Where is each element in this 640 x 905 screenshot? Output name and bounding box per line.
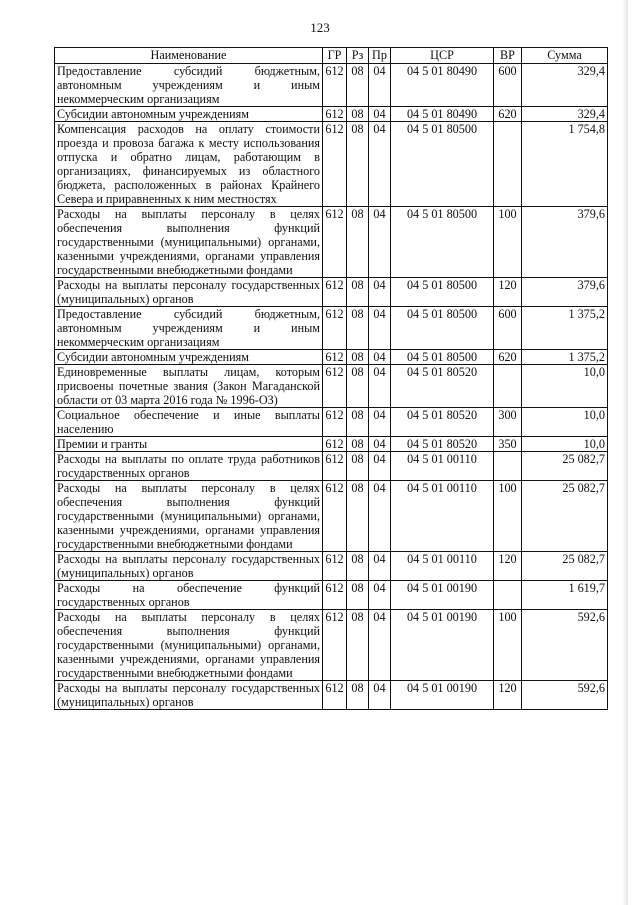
cell-rz: 08 [347, 681, 369, 710]
cell-pr: 04 [369, 452, 391, 481]
cell-vr [494, 452, 522, 481]
cell-csr: 04 5 01 80500 [391, 350, 494, 365]
cell-name: Расходы на обеспечение функций государственных органов [55, 581, 323, 610]
cell-gr: 612 [323, 610, 347, 681]
cell-csr: 04 5 01 80500 [391, 307, 494, 350]
cell-sum: 10,0 [522, 408, 608, 437]
cell-name: Расходы на выплаты персоналу государственных (муниципальных) органов [55, 278, 323, 307]
table-row [55, 122, 608, 207]
cell-pr: 04 [369, 581, 391, 610]
cell-rz: 08 [347, 437, 369, 452]
cell-rz: 08 [347, 350, 369, 365]
cell-csr: 04 5 01 80490 [391, 64, 494, 107]
cell-sum: 1 619,7 [522, 581, 608, 610]
page-number: 123 [310, 20, 330, 35]
cell-rz: 08 [347, 365, 369, 408]
header-rz: Рз [347, 48, 369, 64]
cell-gr: 612 [323, 365, 347, 408]
cell-rz: 08 [347, 481, 369, 552]
cell-rz: 08 [347, 278, 369, 307]
header-gr: ГР [323, 48, 347, 64]
cell-gr: 612 [323, 307, 347, 350]
table-row [55, 408, 608, 437]
table-row [55, 64, 608, 107]
cell-gr: 612 [323, 207, 347, 278]
cell-csr: 04 5 01 80520 [391, 437, 494, 452]
cell-rz: 08 [347, 207, 369, 278]
cell-pr: 04 [369, 107, 391, 122]
cell-sum: 1 375,2 [522, 350, 608, 365]
cell-pr: 04 [369, 681, 391, 710]
cell-gr: 612 [323, 408, 347, 437]
cell-vr: 620 [494, 350, 522, 365]
table-row [55, 681, 608, 710]
table-row [55, 278, 608, 307]
cell-sum: 329,4 [522, 64, 608, 107]
cell-vr: 120 [494, 681, 522, 710]
cell-pr: 04 [369, 350, 391, 365]
cell-rz: 08 [347, 64, 369, 107]
cell-csr: 04 5 01 00110 [391, 481, 494, 552]
cell-rz: 08 [347, 408, 369, 437]
cell-rz: 08 [347, 552, 369, 581]
header-csr: ЦСР [391, 48, 494, 64]
cell-rz: 08 [347, 122, 369, 207]
cell-vr [494, 122, 522, 207]
table-row [55, 365, 608, 408]
cell-sum: 25 082,7 [522, 481, 608, 552]
cell-rz: 08 [347, 307, 369, 350]
cell-csr: 04 5 01 00190 [391, 610, 494, 681]
table-row [55, 207, 608, 278]
cell-name: Единовременные выплаты лицам, которым присвоены почетные звания (Закон Магаданской области от 03 марта 2016 года № 1996-ОЗ) [55, 365, 323, 408]
cell-csr: 04 5 01 00110 [391, 552, 494, 581]
cell-name: Расходы на выплаты персоналу в целях обеспечения выполнения функций государственными (муниципальными) органами, казенными учреждениями, органами управления государственными внебюджетными фондами [55, 207, 323, 278]
cell-sum: 1 754,8 [522, 122, 608, 207]
scan-edge-shadow [622, 0, 628, 905]
cell-vr: 120 [494, 552, 522, 581]
cell-name: Расходы на выплаты персоналу государственных (муниципальных) органов [55, 552, 323, 581]
header-pr: Пр [369, 48, 391, 64]
cell-sum: 1 375,2 [522, 307, 608, 350]
cell-pr: 04 [369, 64, 391, 107]
cell-sum: 592,6 [522, 681, 608, 710]
cell-sum: 10,0 [522, 437, 608, 452]
cell-csr: 04 5 01 80520 [391, 365, 494, 408]
cell-gr: 612 [323, 452, 347, 481]
cell-rz: 08 [347, 452, 369, 481]
cell-vr: 350 [494, 437, 522, 452]
cell-name: Социальное обеспечение и иные выплаты населению [55, 408, 323, 437]
cell-name: Расходы на выплаты персоналу в целях обеспечения выполнения функций государственными (муниципальными) органами, казенными учреждениями, органами управления государственными внебюджетными фондами [55, 481, 323, 552]
cell-csr: 04 5 01 80490 [391, 107, 494, 122]
cell-csr: 04 5 01 00190 [391, 581, 494, 610]
table-body [55, 64, 608, 710]
header-sum: Сумма [522, 48, 608, 64]
cell-sum: 10,0 [522, 365, 608, 408]
table-row [55, 437, 608, 452]
cell-csr: 04 5 01 00190 [391, 681, 494, 710]
header-name: Наименование [55, 48, 323, 64]
cell-csr: 04 5 01 80500 [391, 207, 494, 278]
cell-pr: 04 [369, 552, 391, 581]
cell-rz: 08 [347, 107, 369, 122]
cell-sum: 25 082,7 [522, 552, 608, 581]
cell-vr: 600 [494, 307, 522, 350]
cell-name: Предоставление субсидий бюджетным, автономным учреждениям и иным некоммерческим организациям [55, 307, 323, 350]
cell-pr: 04 [369, 307, 391, 350]
cell-name: Расходы на выплаты по оплате труда работников государственных органов [55, 452, 323, 481]
cell-vr [494, 365, 522, 408]
table-row [55, 107, 608, 122]
cell-rz: 08 [347, 581, 369, 610]
cell-gr: 612 [323, 278, 347, 307]
header-vr: ВР [494, 48, 522, 64]
cell-vr: 300 [494, 408, 522, 437]
cell-name: Субсидии автономным учреждениям [55, 350, 323, 365]
cell-name: Премии и гранты [55, 437, 323, 452]
cell-gr: 612 [323, 437, 347, 452]
cell-gr: 612 [323, 122, 347, 207]
table-row [55, 581, 608, 610]
cell-sum: 25 082,7 [522, 452, 608, 481]
cell-name: Компенсация расходов на оплату стоимости проезда и провоза багажа к месту использования отпуска и обратно лицам, работающим в организациях, финансируемых из областного бюджета, расположенных в районах Крайнего Севера и приравненных к ним местностях [55, 122, 323, 207]
cell-sum: 379,6 [522, 278, 608, 307]
cell-vr: 120 [494, 278, 522, 307]
cell-rz: 08 [347, 610, 369, 681]
table-header-row [55, 48, 608, 64]
table-row [55, 552, 608, 581]
table-row [55, 481, 608, 552]
cell-gr: 612 [323, 107, 347, 122]
cell-pr: 04 [369, 122, 391, 207]
cell-pr: 04 [369, 437, 391, 452]
cell-sum: 329,4 [522, 107, 608, 122]
cell-vr: 100 [494, 481, 522, 552]
cell-gr: 612 [323, 681, 347, 710]
table-row [55, 452, 608, 481]
cell-gr: 612 [323, 481, 347, 552]
cell-gr: 612 [323, 64, 347, 107]
cell-sum: 379,6 [522, 207, 608, 278]
cell-pr: 04 [369, 278, 391, 307]
cell-sum: 592,6 [522, 610, 608, 681]
budget-table [54, 47, 608, 710]
cell-pr: 04 [369, 365, 391, 408]
cell-csr: 04 5 01 80520 [391, 408, 494, 437]
cell-vr [494, 581, 522, 610]
cell-vr: 100 [494, 207, 522, 278]
table-row [55, 350, 608, 365]
cell-gr: 612 [323, 581, 347, 610]
cell-pr: 04 [369, 610, 391, 681]
cell-gr: 612 [323, 350, 347, 365]
table-row [55, 307, 608, 350]
table-row [55, 610, 608, 681]
cell-vr: 620 [494, 107, 522, 122]
cell-pr: 04 [369, 481, 391, 552]
cell-pr: 04 [369, 408, 391, 437]
cell-gr: 612 [323, 552, 347, 581]
cell-vr: 600 [494, 64, 522, 107]
cell-name: Субсидии автономным учреждениям [55, 107, 323, 122]
cell-name: Предоставление субсидий бюджетным, автономным учреждениям и иным некоммерческим организациям [55, 64, 323, 107]
cell-name: Расходы на выплаты персоналу государственных (муниципальных) органов [55, 681, 323, 710]
cell-name: Расходы на выплаты персоналу в целях обеспечения выполнения функций государственными (муниципальными) органами, казенными учреждениями, органами управления государственными внебюджетными фондами [55, 610, 323, 681]
cell-vr: 100 [494, 610, 522, 681]
cell-csr: 04 5 01 80500 [391, 122, 494, 207]
cell-csr: 04 5 01 80500 [391, 278, 494, 307]
cell-csr: 04 5 01 00110 [391, 452, 494, 481]
cell-pr: 04 [369, 207, 391, 278]
